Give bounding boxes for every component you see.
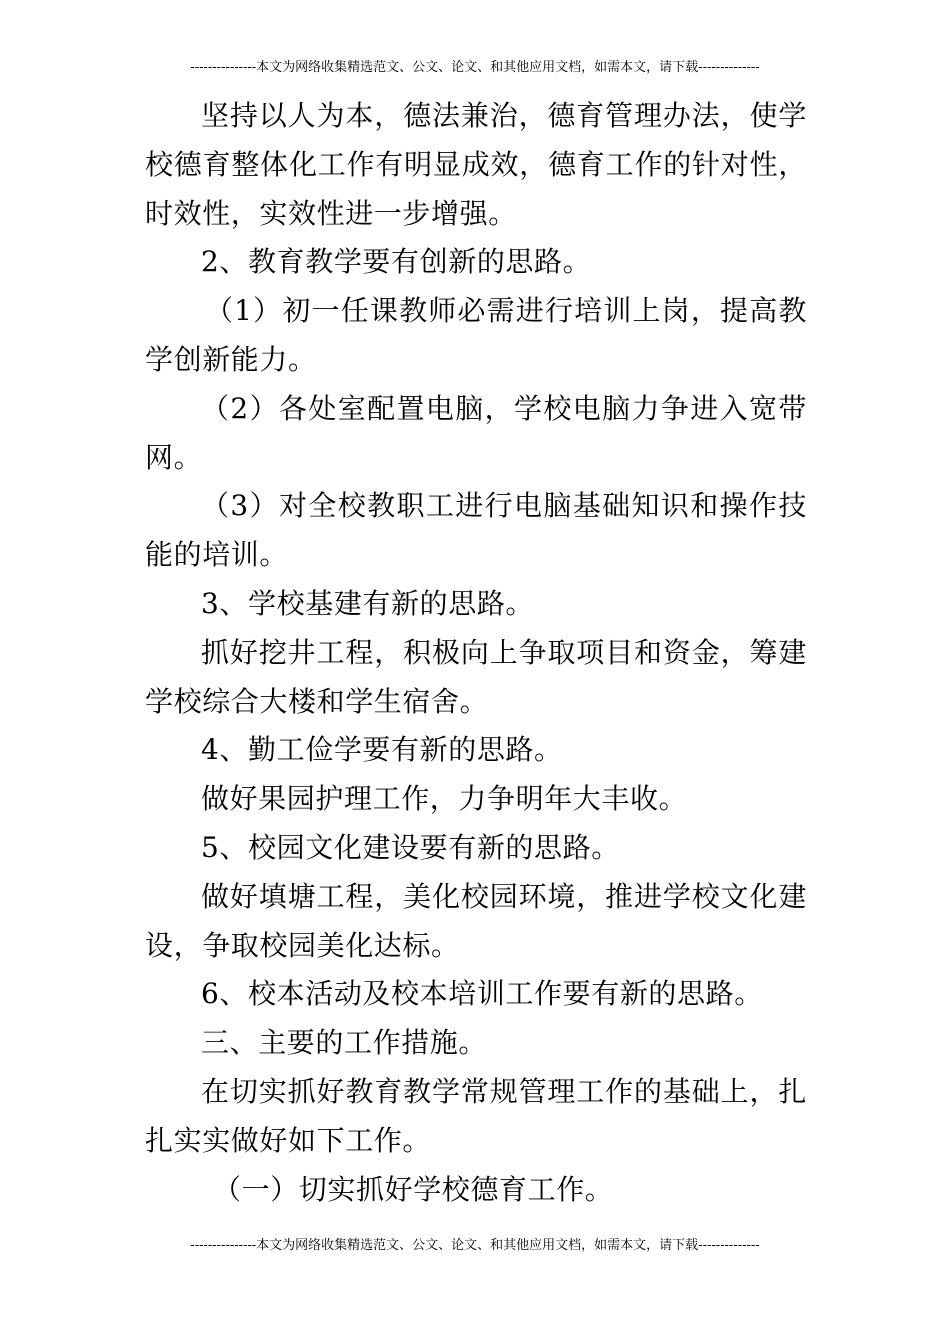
section-heading-6: 6、校本活动及校本培训工作要有新的思路。 [201,977,763,1011]
page-header: ---------------本文为网络收集精选范文、公文、论文、和其他应用文档，如需本文，请下载-------------- [190,60,760,75]
paragraph-1: 坚持以人为本，德法兼治，德育管理办法，使学校德育整体化工作有明显成效，德育工作的针对性，时效性，实效性进一步增强。 [145,99,807,230]
list-item-1: （1）初一任课教师必需进行培训上岗，提高教学创新能力。 [145,294,807,376]
paragraph-5: 在切实抓好教育教学常规管理工作的基础上，扎扎实实做好如下工作。 [145,1074,807,1157]
section-heading-3: 3、学校基建有新的思路。 [201,586,535,620]
list-item-3: （3）对全校教职工进行电脑基础知识和操作技能的培训。 [145,489,807,572]
section-heading-5: 5、校园文化建设要有新的思路。 [201,830,620,864]
list-item-2: （2）各处室配置电脑，学校电脑力争进入宽带网。 [145,391,807,474]
paragraph-3: 做好果园护理工作，力争明年大丰收。 [201,782,688,816]
subsection-heading-1: （一）切实抓好学校德育工作。 [213,1172,614,1206]
section-heading-4: 4、勤工俭学要有新的思路。 [201,733,563,767]
page-footer: ---------------本文为网络收集精选范文、公文、论文、和其他应用文档，如需本文，请下载-------------- [190,1238,760,1253]
document-body [145,92,807,1214]
section-heading-2: 2、教育教学要有创新的思路。 [201,245,592,279]
paragraph-4: 做好填塘工程，美化校园环境，推进学校文化建设，争取校园美化达标。 [145,879,807,962]
paragraph-2: 抓好挖井工程，积极向上争取项目和资金，筹建学校综合大楼和学生宿舍。 [145,635,807,718]
chapter-heading-3: 三、主要的工作措施。 [201,1026,488,1060]
